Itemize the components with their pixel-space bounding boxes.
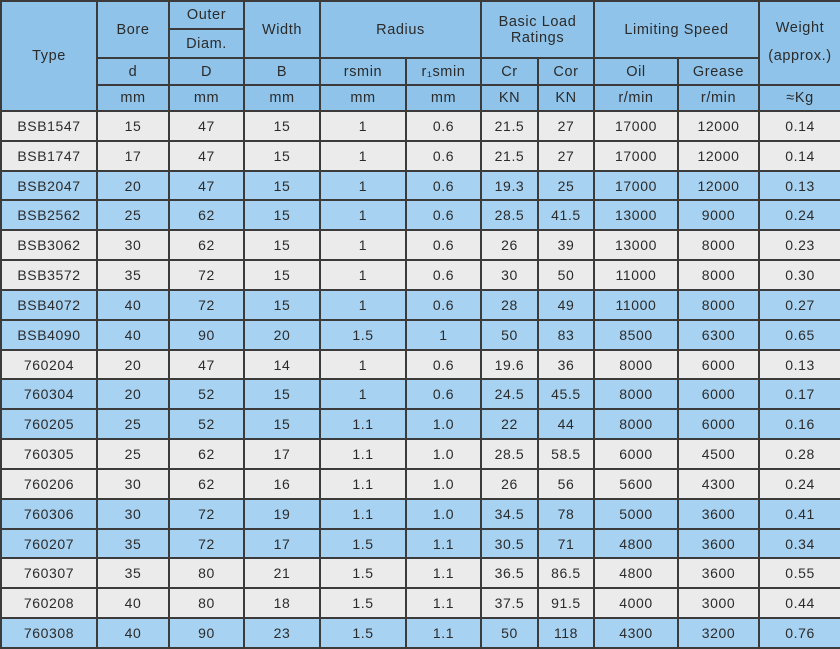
cell-oil: 13000: [594, 200, 678, 230]
cell-cor: 56: [538, 469, 594, 499]
header-width: Width: [244, 1, 320, 58]
cell-weight: 0.14: [759, 111, 840, 141]
cell-type: 760306: [1, 499, 97, 529]
cell-rsmin: 1: [320, 200, 406, 230]
cell-cor: 49: [538, 290, 594, 320]
cell-grease: 6000: [678, 409, 759, 439]
cell-D: 90: [169, 618, 244, 648]
cell-d: 20: [97, 171, 169, 201]
header-r1smin: r₁smin: [406, 58, 481, 85]
cell-grease: 3000: [678, 588, 759, 618]
header-tier-1: [1, 1, 840, 29]
cell-oil: 8500: [594, 320, 678, 350]
cell-cr: 28.5: [481, 200, 538, 230]
cell-type: 760208: [1, 588, 97, 618]
cell-cr: 24.5: [481, 379, 538, 409]
cell-oil: 4000: [594, 588, 678, 618]
cell-oil: 4300: [594, 618, 678, 648]
cell-type: 760205: [1, 409, 97, 439]
cell-d: 30: [97, 499, 169, 529]
cell-oil: 17000: [594, 171, 678, 201]
cell-d: 40: [97, 618, 169, 648]
cell-rsmin: 1.5: [320, 529, 406, 559]
table-row: [1, 618, 840, 648]
cell-grease: 4300: [678, 469, 759, 499]
cell-cr: 36.5: [481, 558, 538, 588]
header-weight: [759, 1, 840, 85]
header-weight-line2: (approx.): [768, 48, 832, 64]
cell-cor: 118: [538, 618, 594, 648]
cell-oil: 13000: [594, 230, 678, 260]
cell-cr: 26: [481, 469, 538, 499]
cell-cr: 28.5: [481, 439, 538, 469]
cell-oil: 4800: [594, 529, 678, 559]
cell-B: 15: [244, 200, 320, 230]
cell-cor: 44: [538, 409, 594, 439]
cell-r1smin: 0.6: [406, 111, 481, 141]
cell-d: 17: [97, 141, 169, 171]
cell-d: 40: [97, 588, 169, 618]
cell-B: 19: [244, 499, 320, 529]
cell-rsmin: 1: [320, 290, 406, 320]
cell-r1smin: 1.1: [406, 558, 481, 588]
header-cr: Cr: [481, 58, 538, 85]
cell-grease: 6000: [678, 350, 759, 380]
cell-grease: 8000: [678, 260, 759, 290]
cell-B: 17: [244, 439, 320, 469]
table-row: [1, 230, 840, 260]
cell-grease: 8000: [678, 230, 759, 260]
cell-oil: 11000: [594, 260, 678, 290]
cell-d: 15: [97, 111, 169, 141]
header-rsmin: rsmin: [320, 58, 406, 85]
cell-B: 15: [244, 230, 320, 260]
cell-weight: 0.34: [759, 529, 840, 559]
cell-type: BSB4090: [1, 320, 97, 350]
table-row: [1, 350, 840, 380]
cell-type: BSB3572: [1, 260, 97, 290]
cell-B: 15: [244, 111, 320, 141]
cell-type: BSB2562: [1, 200, 97, 230]
cell-rsmin: 1.5: [320, 588, 406, 618]
table-row: [1, 439, 840, 469]
table-body: [1, 111, 840, 648]
cell-D: 80: [169, 558, 244, 588]
cell-weight: 0.23: [759, 230, 840, 260]
unit-oil-rmin: r/min: [594, 85, 678, 111]
cell-cor: 41.5: [538, 200, 594, 230]
cell-D: 90: [169, 320, 244, 350]
table-row: [1, 409, 840, 439]
cell-oil: 5000: [594, 499, 678, 529]
cell-D: 47: [169, 171, 244, 201]
cell-D: 62: [169, 200, 244, 230]
table-row: [1, 499, 840, 529]
cell-grease: 3600: [678, 499, 759, 529]
cell-weight: 0.27: [759, 290, 840, 320]
cell-weight: 0.16: [759, 409, 840, 439]
cell-cr: 21.5: [481, 141, 538, 171]
table-row: [1, 260, 840, 290]
cell-D: 62: [169, 230, 244, 260]
unit-cr-kn: KN: [481, 85, 538, 111]
header-diam: Diam.: [169, 29, 244, 58]
table-row: [1, 290, 840, 320]
cell-r1smin: 1.1: [406, 618, 481, 648]
cell-D: 72: [169, 290, 244, 320]
cell-d: 40: [97, 320, 169, 350]
cell-D: 80: [169, 588, 244, 618]
cell-cor: 91.5: [538, 588, 594, 618]
cell-type: 760204: [1, 350, 97, 380]
cell-rsmin: 1: [320, 230, 406, 260]
cell-grease: 8000: [678, 290, 759, 320]
cell-weight: 0.76: [759, 618, 840, 648]
cell-cor: 71: [538, 529, 594, 559]
cell-grease: 6300: [678, 320, 759, 350]
header-tier-3: [1, 58, 840, 85]
cell-D: 52: [169, 409, 244, 439]
cell-B: 18: [244, 588, 320, 618]
header-basic-load-ratings: Basic Load Ratings: [481, 1, 594, 58]
header-B: B: [244, 58, 320, 85]
unit-weight-kg: ≈Kg: [759, 85, 840, 111]
cell-type: 760207: [1, 529, 97, 559]
cell-r1smin: 1: [406, 320, 481, 350]
cell-cor: 58.5: [538, 439, 594, 469]
cell-weight: 0.44: [759, 588, 840, 618]
cell-B: 15: [244, 409, 320, 439]
cell-weight: 0.41: [759, 499, 840, 529]
header-D: D: [169, 58, 244, 85]
header-outer: Outer: [169, 1, 244, 29]
cell-rsmin: 1.5: [320, 320, 406, 350]
cell-r1smin: 0.6: [406, 200, 481, 230]
header-cor: Cor: [538, 58, 594, 85]
table-row: [1, 320, 840, 350]
cell-type: 760307: [1, 558, 97, 588]
cell-rsmin: 1.1: [320, 439, 406, 469]
cell-D: 62: [169, 439, 244, 469]
header-weight-line1: Weight: [775, 20, 825, 37]
cell-B: 14: [244, 350, 320, 380]
table-row: [1, 200, 840, 230]
cell-cor: 36: [538, 350, 594, 380]
cell-type: 760308: [1, 618, 97, 648]
cell-B: 15: [244, 141, 320, 171]
cell-r1smin: 1.0: [406, 439, 481, 469]
cell-weight: 0.24: [759, 469, 840, 499]
cell-type: BSB1747: [1, 141, 97, 171]
cell-weight: 0.28: [759, 439, 840, 469]
cell-rsmin: 1: [320, 350, 406, 380]
cell-type: BSB2047: [1, 171, 97, 201]
cell-rsmin: 1: [320, 111, 406, 141]
cell-d: 35: [97, 529, 169, 559]
cell-r1smin: 1.0: [406, 499, 481, 529]
unit-B-mm: mm: [244, 85, 320, 111]
cell-cr: 37.5: [481, 588, 538, 618]
cell-oil: 5600: [594, 469, 678, 499]
cell-r1smin: 0.6: [406, 171, 481, 201]
cell-r1smin: 0.6: [406, 260, 481, 290]
cell-r1smin: 1.1: [406, 588, 481, 618]
table-row: [1, 469, 840, 499]
cell-grease: 6000: [678, 379, 759, 409]
cell-D: 72: [169, 499, 244, 529]
cell-type: 760304: [1, 379, 97, 409]
cell-B: 15: [244, 290, 320, 320]
cell-rsmin: 1.5: [320, 558, 406, 588]
cell-r1smin: 0.6: [406, 141, 481, 171]
cell-rsmin: 1: [320, 171, 406, 201]
cell-rsmin: 1: [320, 379, 406, 409]
cell-cor: 45.5: [538, 379, 594, 409]
cell-cor: 39: [538, 230, 594, 260]
cell-rsmin: 1.5: [320, 618, 406, 648]
cell-d: 35: [97, 558, 169, 588]
cell-weight: 0.13: [759, 350, 840, 380]
cell-weight: 0.13: [759, 171, 840, 201]
cell-r1smin: 0.6: [406, 379, 481, 409]
header-radius: Radius: [320, 1, 481, 58]
cell-cr: 21.5: [481, 111, 538, 141]
unit-d-mm: mm: [97, 85, 169, 111]
cell-B: 17: [244, 529, 320, 559]
cell-B: 21: [244, 558, 320, 588]
header-d: d: [97, 58, 169, 85]
cell-rsmin: 1.1: [320, 499, 406, 529]
cell-oil: 11000: [594, 290, 678, 320]
cell-cr: 19.6: [481, 350, 538, 380]
header-tier-units: [1, 85, 840, 111]
table-row: [1, 171, 840, 201]
cell-cor: 86.5: [538, 558, 594, 588]
cell-grease: 9000: [678, 200, 759, 230]
cell-cor: 50: [538, 260, 594, 290]
cell-cr: 30: [481, 260, 538, 290]
cell-D: 47: [169, 350, 244, 380]
cell-cr: 19.3: [481, 171, 538, 201]
cell-d: 35: [97, 260, 169, 290]
table-row: [1, 529, 840, 559]
cell-cr: 50: [481, 320, 538, 350]
cell-B: 15: [244, 171, 320, 201]
cell-grease: 3600: [678, 558, 759, 588]
cell-oil: 8000: [594, 379, 678, 409]
cell-d: 30: [97, 469, 169, 499]
table-row: [1, 558, 840, 588]
unit-cor-kn: KN: [538, 85, 594, 111]
cell-D: 47: [169, 111, 244, 141]
cell-cor: 25: [538, 171, 594, 201]
cell-grease: 12000: [678, 111, 759, 141]
table-header: [1, 1, 840, 111]
cell-d: 25: [97, 409, 169, 439]
cell-oil: 4800: [594, 558, 678, 588]
cell-B: 16: [244, 469, 320, 499]
cell-weight: 0.65: [759, 320, 840, 350]
cell-D: 62: [169, 469, 244, 499]
unit-rsmin-mm: mm: [320, 85, 406, 111]
cell-cor: 27: [538, 111, 594, 141]
cell-oil: 8000: [594, 350, 678, 380]
cell-grease: 3200: [678, 618, 759, 648]
cell-type: BSB3062: [1, 230, 97, 260]
cell-r1smin: 0.6: [406, 290, 481, 320]
cell-oil: 6000: [594, 439, 678, 469]
cell-cr: 34.5: [481, 499, 538, 529]
cell-B: 15: [244, 260, 320, 290]
cell-B: 20: [244, 320, 320, 350]
cell-type: 760206: [1, 469, 97, 499]
cell-d: 40: [97, 290, 169, 320]
header-grease: Grease: [678, 58, 759, 85]
cell-d: 20: [97, 350, 169, 380]
table-row: [1, 111, 840, 141]
cell-rsmin: 1.1: [320, 409, 406, 439]
cell-r1smin: 1.1: [406, 529, 481, 559]
cell-B: 15: [244, 379, 320, 409]
unit-D-mm: mm: [169, 85, 244, 111]
cell-grease: 12000: [678, 171, 759, 201]
cell-B: 23: [244, 618, 320, 648]
cell-weight: 0.55: [759, 558, 840, 588]
cell-r1smin: 1.0: [406, 409, 481, 439]
cell-grease: 12000: [678, 141, 759, 171]
cell-type: BSB4072: [1, 290, 97, 320]
cell-weight: 0.14: [759, 141, 840, 171]
header-bore: Bore: [97, 1, 169, 58]
cell-cr: 28: [481, 290, 538, 320]
table-row: [1, 379, 840, 409]
header-type: Type: [1, 1, 97, 111]
cell-cor: 83: [538, 320, 594, 350]
cell-cor: 27: [538, 141, 594, 171]
cell-cr: 22: [481, 409, 538, 439]
cell-D: 47: [169, 141, 244, 171]
header-oil: Oil: [594, 58, 678, 85]
cell-grease: 4500: [678, 439, 759, 469]
table-row: [1, 588, 840, 618]
cell-d: 25: [97, 439, 169, 469]
cell-type: BSB1547: [1, 111, 97, 141]
cell-D: 72: [169, 260, 244, 290]
cell-oil: 8000: [594, 409, 678, 439]
cell-cr: 50: [481, 618, 538, 648]
table-row: [1, 141, 840, 171]
cell-rsmin: 1: [320, 141, 406, 171]
cell-r1smin: 0.6: [406, 350, 481, 380]
cell-cr: 26: [481, 230, 538, 260]
cell-weight: 0.24: [759, 200, 840, 230]
cell-D: 52: [169, 379, 244, 409]
cell-r1smin: 1.0: [406, 469, 481, 499]
cell-d: 25: [97, 200, 169, 230]
cell-cr: 30.5: [481, 529, 538, 559]
unit-grease-rmin: r/min: [678, 85, 759, 111]
unit-r1smin-mm: mm: [406, 85, 481, 111]
header-limiting-speed: Limiting Speed: [594, 1, 759, 58]
cell-type: 760305: [1, 439, 97, 469]
cell-D: 72: [169, 529, 244, 559]
cell-weight: 0.17: [759, 379, 840, 409]
cell-oil: 17000: [594, 111, 678, 141]
cell-r1smin: 0.6: [406, 230, 481, 260]
cell-rsmin: 1.1: [320, 469, 406, 499]
cell-oil: 17000: [594, 141, 678, 171]
cell-d: 30: [97, 230, 169, 260]
cell-weight: 0.30: [759, 260, 840, 290]
cell-d: 20: [97, 379, 169, 409]
cell-grease: 3600: [678, 529, 759, 559]
cell-rsmin: 1: [320, 260, 406, 290]
cell-cor: 78: [538, 499, 594, 529]
